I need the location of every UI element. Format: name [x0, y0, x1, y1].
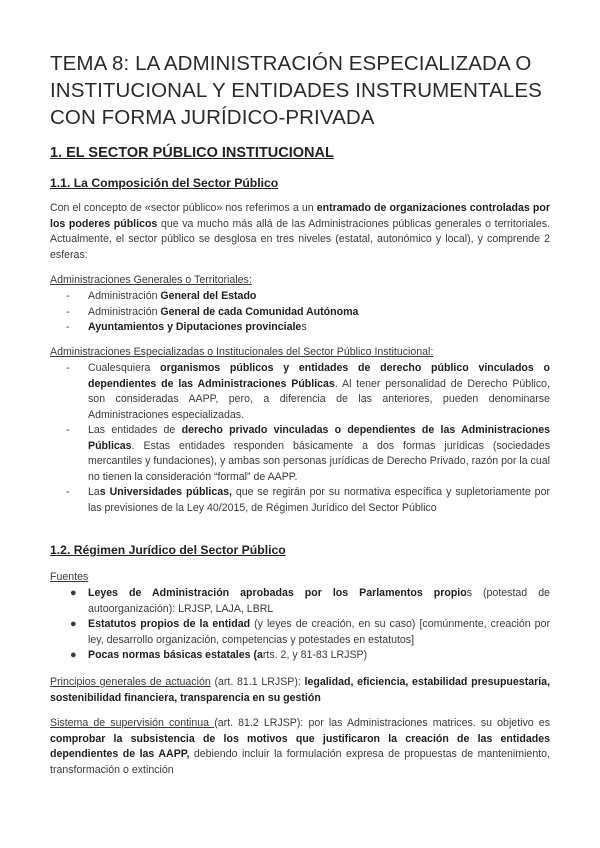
list-item: - Las Universidades públicas, que se regirán por su normativa específica y supletoriamente por las previsiones de la Ley 40/2015, de Régimen Jurídico del Sector Público [66, 486, 550, 514]
fuentes-label: Fuentes [50, 571, 89, 583]
section-heading: 1. EL SECTOR PÚBLICO INSTITUCIONAL [50, 145, 334, 161]
intro-paragraph: Con el concepto de «sector público» nos referimos a un entramado de organizaciones controladas por los poderes públicos que va mucho más allá de las Administraciones públicas generales o territoriales. Actualmente, el sector público se desglosa en tres niveles (estatal, autonómico y local), y comprende 2 esferas: [50, 202, 550, 261]
supervision-paragraph: Sistema de supervisión continua (art. 81.2 LRJSP): por las Administraciones matrices. su objetivo es comprobar la subsistencia de los motivos que justificaron la creación de las entidades dependientes de las AAPP, debiendo incluir la formulación expresa de propuestas de mantenimiento, transformación o extinción [50, 717, 550, 776]
list-item: - Ayuntamientos y Diputaciones provinciales [66, 321, 307, 333]
list-item: ● Estatutos propios de la entidad (y leyes de creación, en su caso) [comúnmente, creación por ley, desarrollo organización, competencias y potestades en estatutos] [70, 618, 550, 646]
institutional-list [50, 361, 550, 516]
list-item: ● Leyes de Administración aprobadas por los Parlamentos propios (potestad de autoorganización): LRJSP, LAJA, LBRL [70, 587, 550, 615]
territorial-label: Administraciones Generales o Territoriales: [50, 274, 252, 286]
list-item: - Administración General de cada Comunidad Autónoma [66, 305, 359, 318]
territorial-list [50, 289, 550, 336]
list-item: - Cualesquiera organismos públicos y entidades de derecho público vinculados o dependientes de las Administraciones Públicas. Al tener personalidad de Derecho Público, son consideradas AAPP, pero, a diferencia de las anteriores, pueden denominarse Administraciones especializadas. [66, 362, 551, 421]
list-item: - Administración General del Estado [66, 290, 257, 302]
subsection-heading-composicion: 1.1. La Composición del Sector Público [50, 176, 279, 190]
subsection-heading-regimen: 1.2. Régimen Jurídico del Sector Público [50, 543, 286, 557]
institutional-label: Administraciones Especializadas o Institucionales del Sector Público Institucional: [50, 346, 434, 358]
list-item: ● Pocas normas básicas estatales (arts. 2, y 81-83 LRJSP) [70, 649, 368, 661]
page-title: TEMA 8: LA ADMINISTRACIÓN ESPECIALIZADA O INSTITUCIONAL Y ENTIDADES INSTRUMENTALES CON FORMA JURÍDICO-PRIVADA [50, 52, 542, 129]
list-item: - Las entidades de derecho privado vinculadas o dependientes de las Administraciones Públicas. Estas entidades responden básicamente a dos formas jurídicas (sociedades mercantiles y fundaciones), y ambas son personas jurídicas de Derecho Privado, razón por la cual no tienen la consideración “formal” de AAPP. [66, 424, 550, 483]
principios-paragraph: Principios generales de actuación (art. 81.1 LRJSP): legalidad, eficiencia, estabilidad presupuestaria, sostenibilidad financiera, transparencia en su gestión [50, 676, 551, 704]
fuentes-list [50, 586, 550, 664]
